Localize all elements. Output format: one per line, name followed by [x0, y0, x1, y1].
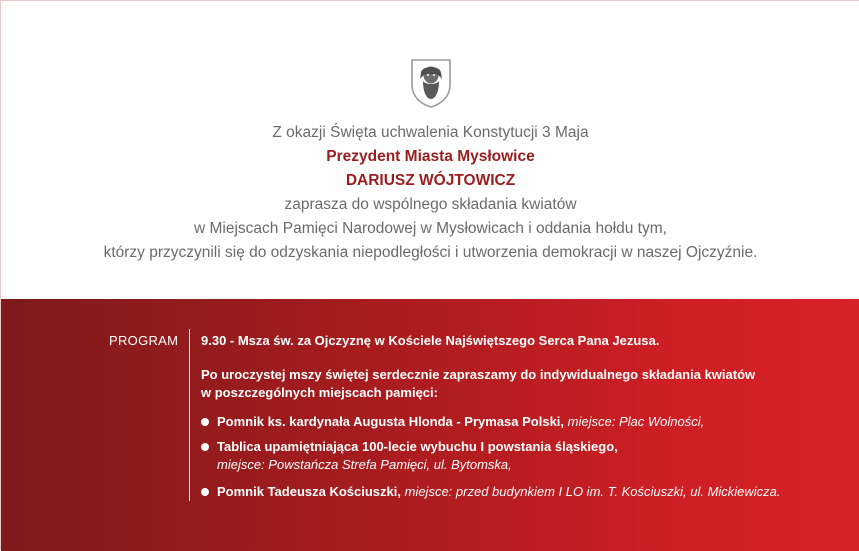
invite-text-1: Po uroczystej mszy świętej serdecznie zapraszamy do indywidualnego składania kwiatów — [201, 367, 756, 382]
memorial-item-line — [217, 413, 704, 431]
invite-text-2: w poszczególnych miejscach pamięci: — [201, 385, 438, 400]
program-label: PROGRAM — [109, 333, 179, 348]
invitation-text-2: w Miejscach Pamięci Narodowej w Mysłowicach i oddania hołdu tym, — [194, 220, 667, 237]
city-crest-icon — [409, 57, 453, 109]
bullet-icon — [201, 418, 209, 426]
host-name: DARIUSZ WÓJTOWICZ — [345, 172, 516, 189]
program-divider — [189, 329, 190, 501]
memorial-item-line — [217, 483, 781, 501]
memorial-name: Pomnik ks. kardynała Augusta Hlonda - Prymasa Polski, — [217, 414, 565, 429]
invitation-text-1: zaprasza do wspólnego składania kwiatów — [284, 196, 577, 213]
invitation-text-3: którzy przyczynili się do odzyskania niepodległości i utworzenia demokracji w naszej Ojczyźnie. — [103, 244, 758, 261]
mass-info: 9.30 - Msza św. za Ojczyznę w Kościele Najświętszego Serca Pana Jezusa. — [201, 333, 660, 348]
host-title: Prezydent Miasta Mysłowice — [326, 148, 535, 165]
memorial-name: Pomnik Tadeusza Kościuszki, — [217, 484, 401, 499]
invitation-intro — [1, 121, 859, 265]
memorial-place: miejsce: Powstańcza Strefa Pamięci, ul. Bytomska, — [217, 457, 512, 472]
bullet-icon — [201, 488, 209, 496]
memorial-place: miejsce: przed budynkiem I LO im. T. Kościuszki, ul. Mickiewicza. — [404, 484, 781, 499]
bullet-icon — [201, 443, 209, 451]
memorial-name: Tablica upamiętniająca 100-lecie wybuchu I powstania śląskiego, — [217, 439, 618, 454]
program-section — [1, 299, 859, 551]
invitation-header-section — [1, 1, 859, 299]
memorial-place: miejsce: Plac Wolności, — [567, 414, 705, 429]
occasion-text: Z okazji Święta uchwalenia Konstytucji 3 Maja — [272, 124, 589, 141]
